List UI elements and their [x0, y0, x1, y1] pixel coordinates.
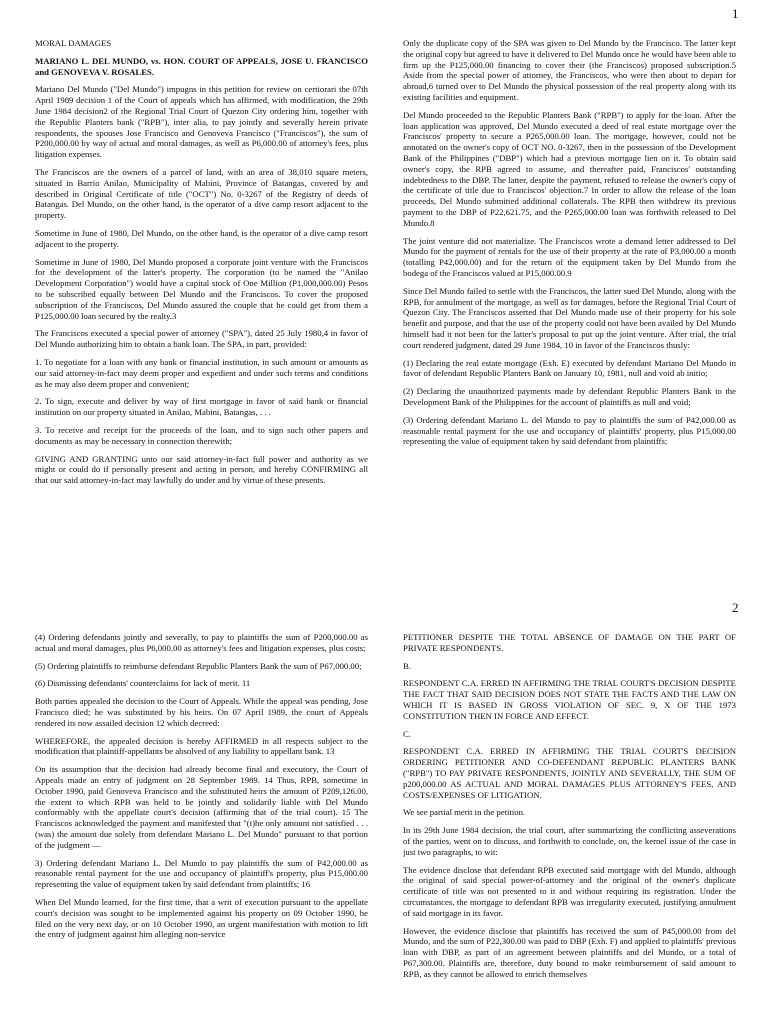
paragraph: Del Mundo proceeded to the Republic Planters Bank ("RPB") to apply for the loan. After the loan application was approved, Del Mundo executed a deed of real estate mortgage over the Franciscos' property to secure a P265,000.00 loan. The mortgage, however, could not be annotated on the owner's copy of OCT NO. 0-3267, then in the possession of the Development Bank of the Philippines ("DBP") which had a previous mortgage lien on it. To obtain said owner's copy, the RPB agreed to assume, and thereafter paid, Franciscos' outstanding indebtedness to the DBP. The latter, despite the payment, refused to release the owner's copy of the certificate of title due to Franciscos' objection.7 In order to allow the release of the loan proceeds, Del Mundo submitted additional collaterals. The RPB then withdrew its previous payment to the DBP of P22,621.75, and the P265,000.00 loan was forthwith released to Del Mundo.8 [403, 109, 736, 228]
paragraph: Mariano Del Mundo ("Del Mundo") impugns in this petition for review on certiorari the 07th April 1989 decision 1 of the Court of appeals which has affirmed, with modification, the 29th June 1984 decision2 of the Regional Trial Court of Quezon City ordering him, together with the Republic Planters bank ("RPB"), inter alia, to pay jointly and severally herein private respondents, the spouses Jose Francisco and Genoveva Francisco ("Franciscos"), the sum of P200,000.00 by way of actual and moral damages, as well as P6,000.00 of attorney's fees, plus litigation expenses. [35, 84, 368, 160]
paragraph: 3. To receive and receipt for the proceeds of the loan, and to sign such other papers and documents as may be necessary in connection therewith; [35, 424, 368, 446]
paragraph: When Del Mundo learned, for the first time, that a writ of execution pursuant to the appellate court's decision was sought to be implemented against his property on 09 October 1990, he filed on the very next day, or on 10 October 1990, an urgent manifestation with motion to lift the entry of judgment against him alleging non-service [35, 896, 368, 940]
paragraph: PETITIONER DESPITE THE TOTAL ABSENCE OF DAMAGE ON THE PART OF PRIVATE RESPONDENTS. [403, 632, 736, 653]
paragraph: (4) Ordering defendants jointly and severally, to pay to plaintiffs the sum of P200,000.00 as actual and moral damages, plus P6,000.00 as attorney's fees and litigation expenses, plus costs; [35, 632, 368, 653]
page-number-1: 1 [732, 6, 739, 21]
paragraph: In its 29th June 1984 decision, the trial court, after summarizing the conflicting asseverations of the parties, went on to discuss, and forthwith to conclude, on, the kernel issue of the case in just two paragraphs, to wit: [403, 825, 736, 857]
paragraph: The Franciscos are the owners of a parcel of land, with an area of 38,010 square meters, situated in Barrio Anilao, Municipality of Mabini, Province of Batangas, covered by and described in Original Certificate of title ("OCT") No. 0-3267 of the Registry of deeds of Batangas. Del Mundo, on the other hand, is the operator of a dive camp resort adjacent to the property. [35, 166, 368, 221]
paragraph: MARIANO L. DEL MUNDO, vs. HON. COURT OF APPEALS, JOSE U. FRANCISCO and GENOVEVA V. ROSALES. [35, 55, 368, 77]
paragraph: However, the evidence disclose that plaintiffs has received the sum of P45,000.00 from del Mundo, and the sum of P22,300.00 was paid to DBP (Exh. F) and applied to plaintiffs' previous loan with DBP, as part of an agreement between plaintiffs and del Mundo, or a total of P67,300.00. Plaintiffs are, therefore, duty bound to make reimbursement of said amount to RPB, as they cannot be allowed to enrich themselves [403, 925, 736, 979]
paragraph: C. [403, 728, 411, 739]
paragraph: (1) Declaring the real estate mortgage (Exh. E) executed by defendant Mariano Del Mundo in favor of defendant Republic Planters Bank on January 10, 1981, null and void ab initio; [403, 357, 736, 379]
paragraph: GIVING AND GRANTING unto our said attorney-in-fact full power and authority as we might or could do if personally present and acting in person, and hereby CONFIRMING all that our said attorney-in-fact may lawfully do under and by virtue of these presents. [35, 453, 368, 486]
paragraph: On its assumption that the decision had already become final and executory, the Court of Appeals made an entry of judgment on 28 September 1989. 14 Thus, RPB, sometime in October 1990, paid Genoveva Francisco and the substituted heirs the amount of P209,126.00, the extent to which RPB was held to be jointly and solidarily liable with Del Mundo conformably with the appellate court's decision (affirming that of the trial court). 15 The Franciscos acknowledged the payment and manifested that "(t)he only amount not satisfied . . . (was) the amount due solely from defendant Mariano L. Del Mundo" pursuant to that portion of the judgment — [35, 764, 368, 850]
paragraph: B. [403, 660, 411, 671]
paragraph: (2) Declaring the unauthorized payments made by defendant Republic Planters Bank to the Development Bank of the Philippines for the account of plaintiffs as null and void; [403, 386, 736, 407]
paragraph: WHEREFORE, the appealed decision is hereby AFFIRMED in all respects subject to the modification that plaintiff-appellants be absolved of any liability to appellant bank. 13 [35, 735, 368, 757]
paragraph: Only the duplicate copy of the SPA was given to Del Mundo by the Francisco. The latter kept the original copy but agreed to have it delivered to Del Mundo once he would have been able to firm up the P125,000.00 financing to cover their (the Franciscos) proposed subscription.5 Aside from the special power of attorney, the Franciscos, who were then about to depart for abroad,6 turned over to Del Mundo the physical possession of the real property along with its existing facilities and equipment. [403, 38, 736, 102]
paragraph: Both parties appealed the decision to the Court of Appeals. While the appeal was pending, Jose Francisco died; he was substituted by his heirs. On 07 April 1989, the court of Appeals rendered its now assailed decision 12 which decreed: [35, 696, 368, 728]
page1-left-column [35, 38, 368, 493]
paragraph: 1. To negotiate for a loan with any bank or financial institution, in such amount or amounts as our said attorney-in-fact may deem proper and expedient and under such terms and conditions as he may also deem proper and convenient; [35, 356, 368, 389]
paragraph: RESPONDENT C.A. ERRED IN AFFIRMING THE TRIAL COURT'S DECISION DESPITE THE FACT THAT SAID DECISION DOES NOT STATE THE FACTS AND THE LAW ON WHICH IT IS BASED IN GROSS VIOLATION OF SEC. 9, X OF THE 1973 CONSTITUTION THEN IN FORCE AND EFFECT. [403, 678, 736, 721]
paragraph: The evidence disclose that defendant RPB executed said mortgage with del Mundo, although the original of said special power-of-attorney and the original of the owner's duplicate certificate of title was not presented to it and without requiring its registration. Under the circumstances, the mortgage to defendant RPB was irregularity executed, justifying annulment of said mortgage in its favor. [403, 864, 736, 918]
paragraph: Sometime in June of 1980, Del Mundo, on the other hand, is the operator of a dive camp resort adjacent to the property. [35, 227, 368, 249]
paragraph: 3) Ordering defendant Mariano L. Del Mundo to pay plaintiffs the sum of P42,000.00 as reasonable rental payment for the use and occupancy of plaintiff's property, plus P15,000.00 representing the value of equipment taken by said defendant from plaintiffs; 16 [35, 857, 368, 890]
page2-right-column [403, 632, 736, 1024]
paragraph: Sometime in June of 1980, Del Mundo proposed a corporate joint venture with the Franciscos for the development of the latter's property. The corporation (to be named the "Anilao Development Corporation") would have a capital stock of One Million (P1,000,000.00) Pesos to be subscribed equally between Del Mundo and the Franciscos. To cover the proposed subscription of the Franciscos, Del Mundo assured the couple that he could get from them a P125,000.00 loan secured by the realty.3 [35, 256, 368, 321]
paragraph: The joint venture did not materialize. The Franciscos wrote a demand letter addressed to Del Mundo for the payment of rentals for the use of their property at the rate of P3,000.00 a month (totalling P42,000.00) and for the return of the equipment taken by Del Mundo from the bodega of the Franciscos valued at P15,000.00.9 [403, 235, 736, 278]
page2-left-column [35, 632, 368, 1024]
page-number-2: 2 [732, 600, 739, 615]
paragraph: (3) Ordering defendant Mariano L. del Mundo to pay to plaintiffs the sum of P42,000.00 as reasonable rental payment for the use and occupancy of plaintiffs' property, plus P15,000.00 representing the value of equipment taken by said defendant from plaintiffs; [403, 414, 736, 447]
paragraph: (6) Dismissing defendants' counterclaims for lack of merit. 11 [35, 678, 251, 689]
page1-right-column [403, 38, 736, 454]
paragraph: The Franciscos executed a special power of attorney ("SPA"), dated 25 July 1980,4 in favor of Del Mundo authorizing him to obtain a bank loan. The SPA, in part, provided: [35, 328, 368, 350]
paragraph: 2. To sign, execute and deliver by way of first mortgage in favor of said bank or financial institution on our property situated in Anilao, Mabini, Batangas, . . . [35, 396, 368, 418]
paragraph: MORAL DAMAGES [35, 38, 112, 48]
paragraph: (5) Ordering plaintiffs to reimburse defendant Republic Planters Bank the sum of P67,000.00; [35, 660, 362, 671]
paragraph: Since Del Mundo failed to settle with the Franciscos, the latter sued Del Mundo, along with the RPB, for annulment of the mortgage, as well as for damages, before the Regional Trial Court of Quezon City. The Franciscos asserted that Del Mundo made use of their property for his sole benefit and purpose, and that the use of the property could not have been availed by Del Mundo himself had it not been for the latter's proposal to put up the joint venture. After trial, the trial court rendered judgment, dated 29 June 1984, 10 in favor of the Franciscos thusly: [403, 285, 736, 350]
paragraph: We see partial merit in the petition. [403, 807, 526, 818]
paragraph: RESPONDENT C.A. ERRED IN AFFIRMING THE TRIAL COURT'S DECISION ORDERING PETITIONER AND CO-DEFENDANT REPUBLIC PLANTERS BANK ("RPB") TO PAY PRIVATE RESPONDENTS, JOINTLY AND SEVERALLY, THE SUM OF p200,000.00 AS ACTUAL AND MORAL DAMAGES PLUS ATTORNEY'S FEES, AND COSTS/EXPENSES OF LITIGATION. [403, 746, 736, 800]
